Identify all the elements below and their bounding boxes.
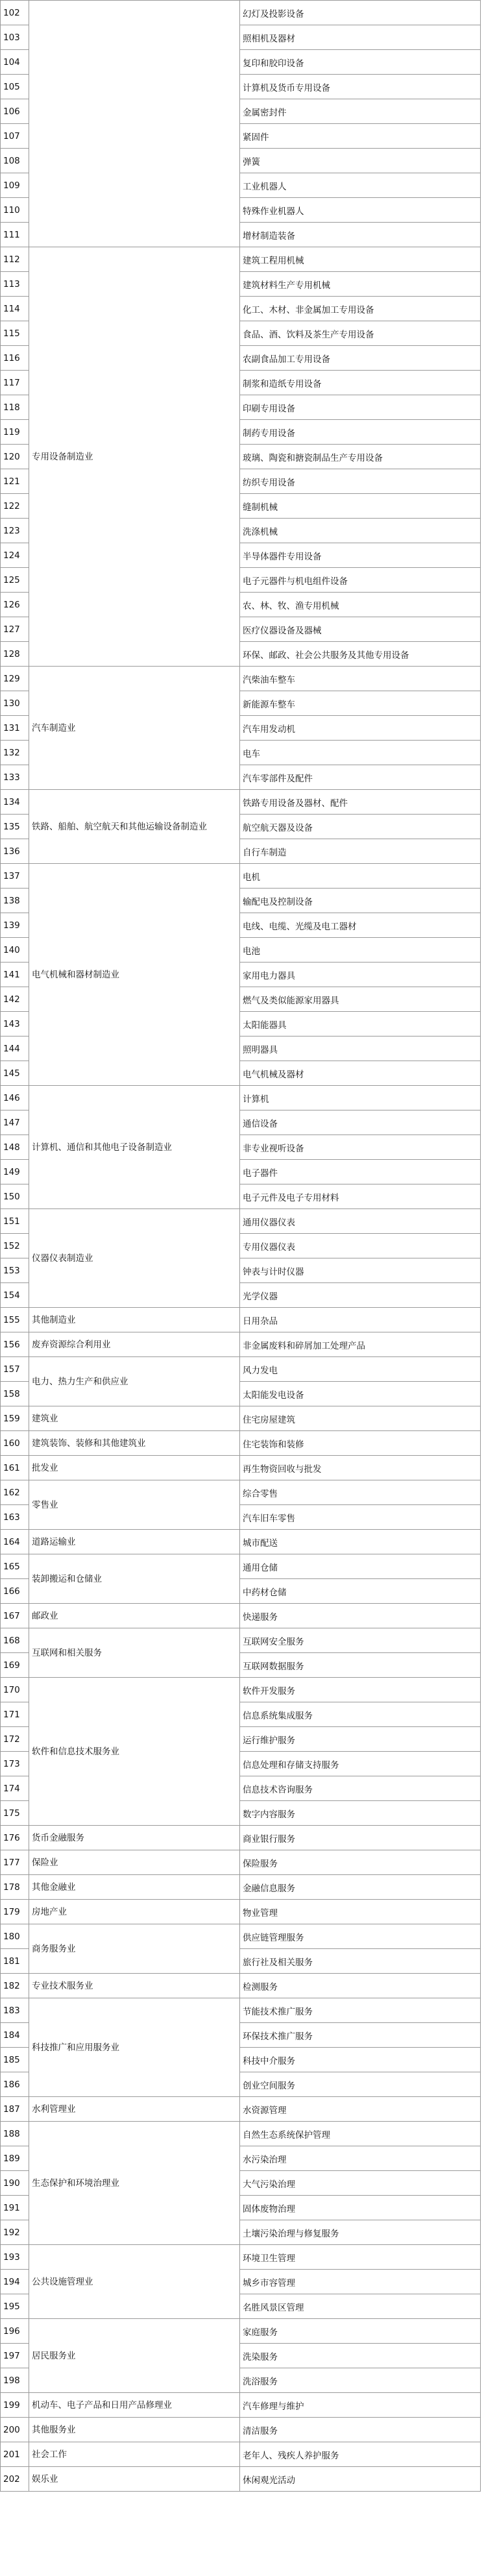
row-number: 116: [1, 346, 29, 371]
row-number: 138: [1, 889, 29, 913]
industry-category: 公共设施管理业: [29, 2245, 240, 2319]
row-number: 168: [1, 1628, 29, 1653]
table-row: [1, 1554, 481, 1579]
table-row: [1, 2467, 481, 2492]
industry-category: 专业技术服务业: [29, 1974, 240, 1998]
industry-category: 货币金融服务: [29, 1826, 240, 1850]
row-number: 163: [1, 1505, 29, 1530]
row-number: 200: [1, 2418, 29, 2442]
row-number: 199: [1, 2393, 29, 2418]
row-number: 133: [1, 765, 29, 790]
row-number: 141: [1, 963, 29, 987]
table-row: [1, 1357, 481, 1382]
industry-category: 装卸搬运和仓储业: [29, 1554, 240, 1604]
product-item: 汽车旧车零售: [240, 1505, 481, 1530]
row-number: 190: [1, 2171, 29, 2196]
product-item: 固体废物治理: [240, 2196, 481, 2220]
table-row: [1, 1998, 481, 2023]
product-item: 洗浴服务: [240, 2368, 481, 2393]
product-item: 通用仪器仪表: [240, 1209, 481, 1234]
product-item: 再生物资回收与批发: [240, 1456, 481, 1480]
table-row: [1, 1974, 481, 1998]
row-number: 193: [1, 2245, 29, 2270]
industry-category: 其他制造业: [29, 1308, 240, 1332]
product-item: 新能源车整车: [240, 691, 481, 716]
industry-category: 道路运输业: [29, 1530, 240, 1554]
row-number: 148: [1, 1135, 29, 1160]
row-number: 124: [1, 543, 29, 568]
product-item: 电车: [240, 741, 481, 765]
row-number: 132: [1, 741, 29, 765]
product-item: 金融信息服务: [240, 1875, 481, 1900]
industry-category: 保险业: [29, 1850, 240, 1875]
industry-category: 房地产业: [29, 1900, 240, 1924]
industry-category: 计算机、通信和其他电子设备制造业: [29, 1086, 240, 1209]
row-number: 176: [1, 1826, 29, 1850]
product-item: 洗涤机械: [240, 519, 481, 543]
row-number: 192: [1, 2220, 29, 2245]
product-item: 日用杂品: [240, 1308, 481, 1332]
industry-category: 科技推广和应用服务业: [29, 1998, 240, 2097]
row-number: 157: [1, 1357, 29, 1382]
product-item: 半导体器件专用设备: [240, 543, 481, 568]
industry-category: 铁路、船舶、航空航天和其他运输设备制造业: [29, 790, 240, 864]
row-number: 139: [1, 913, 29, 938]
product-item: 电子器件: [240, 1160, 481, 1184]
product-item: 保险服务: [240, 1850, 481, 1875]
table-body: [1, 1, 481, 2492]
product-item: 节能技术推广服务: [240, 1998, 481, 2023]
row-number: 178: [1, 1875, 29, 1900]
table-row: [1, 1086, 481, 1110]
table-row: [1, 2442, 481, 2467]
product-item: 科技中介服务: [240, 2048, 481, 2072]
product-item: 检测服务: [240, 1974, 481, 1998]
row-number: 185: [1, 2048, 29, 2072]
product-item: 自然生态系统保护管理: [240, 2122, 481, 2146]
row-number: 187: [1, 2097, 29, 2122]
row-number: 154: [1, 1283, 29, 1308]
row-number: 151: [1, 1209, 29, 1234]
row-number: 153: [1, 1258, 29, 1283]
row-number: 104: [1, 50, 29, 75]
row-number: 103: [1, 25, 29, 50]
product-item: 汽车修理与维护: [240, 2393, 481, 2418]
product-item: 互联网数据服务: [240, 1653, 481, 1678]
row-number: 191: [1, 2196, 29, 2220]
row-number: 129: [1, 667, 29, 691]
product-item: 计算机及货币专用设备: [240, 75, 481, 99]
table-row: [1, 1924, 481, 1949]
row-number: 170: [1, 1678, 29, 1702]
product-item: 增材制造装备: [240, 223, 481, 247]
product-item: 供应链管理服务: [240, 1924, 481, 1949]
row-number: 177: [1, 1850, 29, 1875]
row-number: 150: [1, 1184, 29, 1209]
row-number: 108: [1, 149, 29, 173]
product-item: 信息系统集成服务: [240, 1702, 481, 1727]
row-number: 169: [1, 1653, 29, 1678]
row-number: 197: [1, 2344, 29, 2368]
row-number: 131: [1, 716, 29, 741]
row-number: 114: [1, 297, 29, 321]
industry-category: 仪器仪表制造业: [29, 1209, 240, 1308]
industry-category: 互联网和相关服务: [29, 1628, 240, 1678]
row-number: 118: [1, 395, 29, 420]
product-item: 弹簧: [240, 149, 481, 173]
product-item: 纺织专用设备: [240, 469, 481, 494]
table-row: [1, 667, 481, 691]
table-row: [1, 2245, 481, 2270]
industry-category: 其他服务业: [29, 2418, 240, 2442]
table-row: [1, 2319, 481, 2344]
row-number: 180: [1, 1924, 29, 1949]
product-item: 互联网安全服务: [240, 1628, 481, 1653]
row-number: 184: [1, 2023, 29, 2048]
industry-category: 电力、热力生产和供应业: [29, 1357, 240, 1406]
product-item: 建筑材料生产专用机械: [240, 272, 481, 297]
row-number: 111: [1, 223, 29, 247]
table-row: [1, 1209, 481, 1234]
product-item: 中药材仓储: [240, 1579, 481, 1604]
product-item: 专用仪器仪表: [240, 1234, 481, 1258]
row-number: 144: [1, 1037, 29, 1061]
product-item: 照相机及器材: [240, 25, 481, 50]
row-number: 188: [1, 2122, 29, 2146]
row-number: 123: [1, 519, 29, 543]
product-item: 非金属废料和碎屑加工处理产品: [240, 1332, 481, 1357]
row-number: 137: [1, 864, 29, 889]
row-number: 136: [1, 839, 29, 864]
row-number: 127: [1, 617, 29, 642]
industry-category: 机动车、电子产品和日用产品修理业: [29, 2393, 240, 2418]
product-item: 工业机器人: [240, 173, 481, 198]
product-item: 非专业视听设备: [240, 1135, 481, 1160]
product-item: 电子元件及电子专用材料: [240, 1184, 481, 1209]
product-item: 印刷专用设备: [240, 395, 481, 420]
table-row: [1, 1308, 481, 1332]
row-number: 175: [1, 1801, 29, 1826]
table-row: [1, 1678, 481, 1702]
product-item: 数字内容服务: [240, 1801, 481, 1826]
row-number: 140: [1, 938, 29, 963]
row-number: 143: [1, 1012, 29, 1037]
table-row: [1, 1628, 481, 1653]
product-item: 大气污染治理: [240, 2171, 481, 2196]
industry-category: 批发业: [29, 1456, 240, 1480]
product-item: 幻灯及投影设备: [240, 1, 481, 25]
product-item: 城市配送: [240, 1530, 481, 1554]
product-item: 食品、酒、饮料及茶生产专用设备: [240, 321, 481, 346]
product-item: 环保技术推广服务: [240, 2023, 481, 2048]
row-number: 156: [1, 1332, 29, 1357]
industry-category: 生态保护和环境治理业: [29, 2122, 240, 2245]
row-number: 171: [1, 1702, 29, 1727]
row-number: 166: [1, 1579, 29, 1604]
industry-category: 其他金融业: [29, 1875, 240, 1900]
product-item: 洗染服务: [240, 2344, 481, 2368]
row-number: 142: [1, 987, 29, 1012]
product-item: 名胜风景区管理: [240, 2294, 481, 2319]
row-number: 119: [1, 420, 29, 445]
product-item: 风力发电: [240, 1357, 481, 1382]
row-number: 128: [1, 642, 29, 667]
row-number: 162: [1, 1480, 29, 1505]
row-number: 201: [1, 2442, 29, 2467]
product-item: 输配电及控制设备: [240, 889, 481, 913]
product-item: 电池: [240, 938, 481, 963]
product-item: 电气机械及器材: [240, 1061, 481, 1086]
product-item: 住宅房屋建筑: [240, 1406, 481, 1431]
product-item: 环境卫生管理: [240, 2245, 481, 2270]
product-item: 通信设备: [240, 1110, 481, 1135]
table-row: [1, 1604, 481, 1628]
product-item: 太阳能发电设备: [240, 1382, 481, 1406]
industry-category: 零售业: [29, 1480, 240, 1530]
product-item: 城乡市容管理: [240, 2270, 481, 2294]
row-number: 147: [1, 1110, 29, 1135]
product-item: 家用电力器具: [240, 963, 481, 987]
row-number: 158: [1, 1382, 29, 1406]
table-row: [1, 1875, 481, 1900]
table-row: [1, 2393, 481, 2418]
table-row: [1, 2122, 481, 2146]
industry-category: 居民服务业: [29, 2319, 240, 2393]
table-row: [1, 1480, 481, 1505]
product-item: 制药专用设备: [240, 420, 481, 445]
row-number: 122: [1, 494, 29, 519]
row-number: 107: [1, 124, 29, 149]
product-item: 制浆和造纸专用设备: [240, 371, 481, 395]
product-item: 太阳能器具: [240, 1012, 481, 1037]
product-item: 计算机: [240, 1086, 481, 1110]
table-row: [1, 247, 481, 272]
row-number: 146: [1, 1086, 29, 1110]
table-row: [1, 864, 481, 889]
product-item: 航空航天器及设备: [240, 815, 481, 839]
row-number: 115: [1, 321, 29, 346]
row-number: 198: [1, 2368, 29, 2393]
row-number: 102: [1, 1, 29, 25]
product-item: 信息处理和存储支持服务: [240, 1752, 481, 1776]
row-number: 106: [1, 99, 29, 124]
product-item: 老年人、残疾人养护服务: [240, 2442, 481, 2467]
row-number: 165: [1, 1554, 29, 1579]
table-row: [1, 1406, 481, 1431]
row-number: 159: [1, 1406, 29, 1431]
product-item: 医疗仪器设备及器械: [240, 617, 481, 642]
industry-category: 建筑装饰、装修和其他建筑业: [29, 1431, 240, 1456]
product-item: 休闲观光活动: [240, 2467, 481, 2492]
row-number: 155: [1, 1308, 29, 1332]
table-row: [1, 2418, 481, 2442]
row-number: 120: [1, 445, 29, 469]
product-item: 土壤污染治理与修复服务: [240, 2220, 481, 2245]
product-item: 清洁服务: [240, 2418, 481, 2442]
product-item: 光学仪器: [240, 1283, 481, 1308]
product-item: 家庭服务: [240, 2319, 481, 2344]
product-item: 电子元器件与机电组件设备: [240, 568, 481, 593]
industry-category: 废弃资源综合利用业: [29, 1332, 240, 1357]
table-row: [1, 1826, 481, 1850]
industry-category: 社会工作: [29, 2442, 240, 2467]
row-number: 179: [1, 1900, 29, 1924]
product-item: 自行车制造: [240, 839, 481, 864]
industry-category: 电气机械和器材制造业: [29, 864, 240, 1086]
product-item: 铁路专用设备及器材、配件: [240, 790, 481, 815]
row-number: 172: [1, 1727, 29, 1752]
product-item: 建筑工程用机械: [240, 247, 481, 272]
product-item: 农、林、牧、渔专用机械: [240, 593, 481, 617]
row-number: 135: [1, 815, 29, 839]
product-item: 环保、邮政、社会公共服务及其他专用设备: [240, 642, 481, 667]
row-number: 152: [1, 1234, 29, 1258]
product-item: 住宅装饰和装修: [240, 1431, 481, 1456]
product-item: 金属密封件: [240, 99, 481, 124]
product-item: 快递服务: [240, 1604, 481, 1628]
table-row: [1, 1456, 481, 1480]
row-number: 167: [1, 1604, 29, 1628]
row-number: 196: [1, 2319, 29, 2344]
product-item: 紧固件: [240, 124, 481, 149]
table-row: [1, 1332, 481, 1357]
product-item: 信息技术咨询服务: [240, 1776, 481, 1801]
industry-category: 娱乐业: [29, 2467, 240, 2492]
row-number: 161: [1, 1456, 29, 1480]
row-number: 174: [1, 1776, 29, 1801]
product-item: 复印和胶印设备: [240, 50, 481, 75]
row-number: 149: [1, 1160, 29, 1184]
row-number: 117: [1, 371, 29, 395]
row-number: 189: [1, 2146, 29, 2171]
product-item: 通用仓储: [240, 1554, 481, 1579]
product-item: 农副食品加工专用设备: [240, 346, 481, 371]
product-item: 汽车零部件及配件: [240, 765, 481, 790]
table-row: [1, 1900, 481, 1924]
industry-category: 邮政业: [29, 1604, 240, 1628]
product-item: 软件开发服务: [240, 1678, 481, 1702]
row-number: 113: [1, 272, 29, 297]
row-number: 125: [1, 568, 29, 593]
row-number: 164: [1, 1530, 29, 1554]
product-item: 照明器具: [240, 1037, 481, 1061]
product-item: 特殊作业机器人: [240, 198, 481, 223]
row-number: 183: [1, 1998, 29, 2023]
product-item: 钟表与计时仪器: [240, 1258, 481, 1283]
industry-category: 软件和信息技术服务业: [29, 1678, 240, 1826]
product-item: 化工、木材、非金属加工专用设备: [240, 297, 481, 321]
row-number: 112: [1, 247, 29, 272]
table-row: [1, 790, 481, 815]
table-row: [1, 1850, 481, 1875]
product-item: 创业空间服务: [240, 2072, 481, 2097]
table-row: [1, 1530, 481, 1554]
product-item: 物业管理: [240, 1900, 481, 1924]
row-number: 173: [1, 1752, 29, 1776]
product-item: 综合零售: [240, 1480, 481, 1505]
industry-category: [29, 1, 240, 247]
industry-category: 水利管理业: [29, 2097, 240, 2122]
table-row: [1, 1431, 481, 1456]
industry-category: 商务服务业: [29, 1924, 240, 1974]
row-number: 202: [1, 2467, 29, 2492]
product-item: 玻璃、陶瓷和搪瓷制品生产专用设备: [240, 445, 481, 469]
industry-category: 建筑业: [29, 1406, 240, 1431]
row-number: 145: [1, 1061, 29, 1086]
row-number: 126: [1, 593, 29, 617]
row-number: 110: [1, 198, 29, 223]
table-row: [1, 1, 481, 25]
product-item: 水资源管理: [240, 2097, 481, 2122]
row-number: 130: [1, 691, 29, 716]
row-number: 194: [1, 2270, 29, 2294]
product-item: 运行维护服务: [240, 1727, 481, 1752]
product-item: 缝制机械: [240, 494, 481, 519]
product-item: 汽车用发动机: [240, 716, 481, 741]
row-number: 195: [1, 2294, 29, 2319]
product-item: 水污染治理: [240, 2146, 481, 2171]
row-number: 186: [1, 2072, 29, 2097]
row-number: 182: [1, 1974, 29, 1998]
row-number: 109: [1, 173, 29, 198]
industry-category: 专用设备制造业: [29, 247, 240, 667]
industry-category: 汽车制造业: [29, 667, 240, 790]
product-item: 电机: [240, 864, 481, 889]
row-number: 160: [1, 1431, 29, 1456]
row-number: 181: [1, 1949, 29, 1974]
product-item: 旅行社及相关服务: [240, 1949, 481, 1974]
row-number: 121: [1, 469, 29, 494]
product-item: 电线、电缆、光缆及电工器材: [240, 913, 481, 938]
row-number: 105: [1, 75, 29, 99]
product-item: 商业银行服务: [240, 1826, 481, 1850]
table-row: [1, 2097, 481, 2122]
product-item: 燃气及类似能源家用器具: [240, 987, 481, 1012]
product-item: 汽柴油车整车: [240, 667, 481, 691]
row-number: 134: [1, 790, 29, 815]
